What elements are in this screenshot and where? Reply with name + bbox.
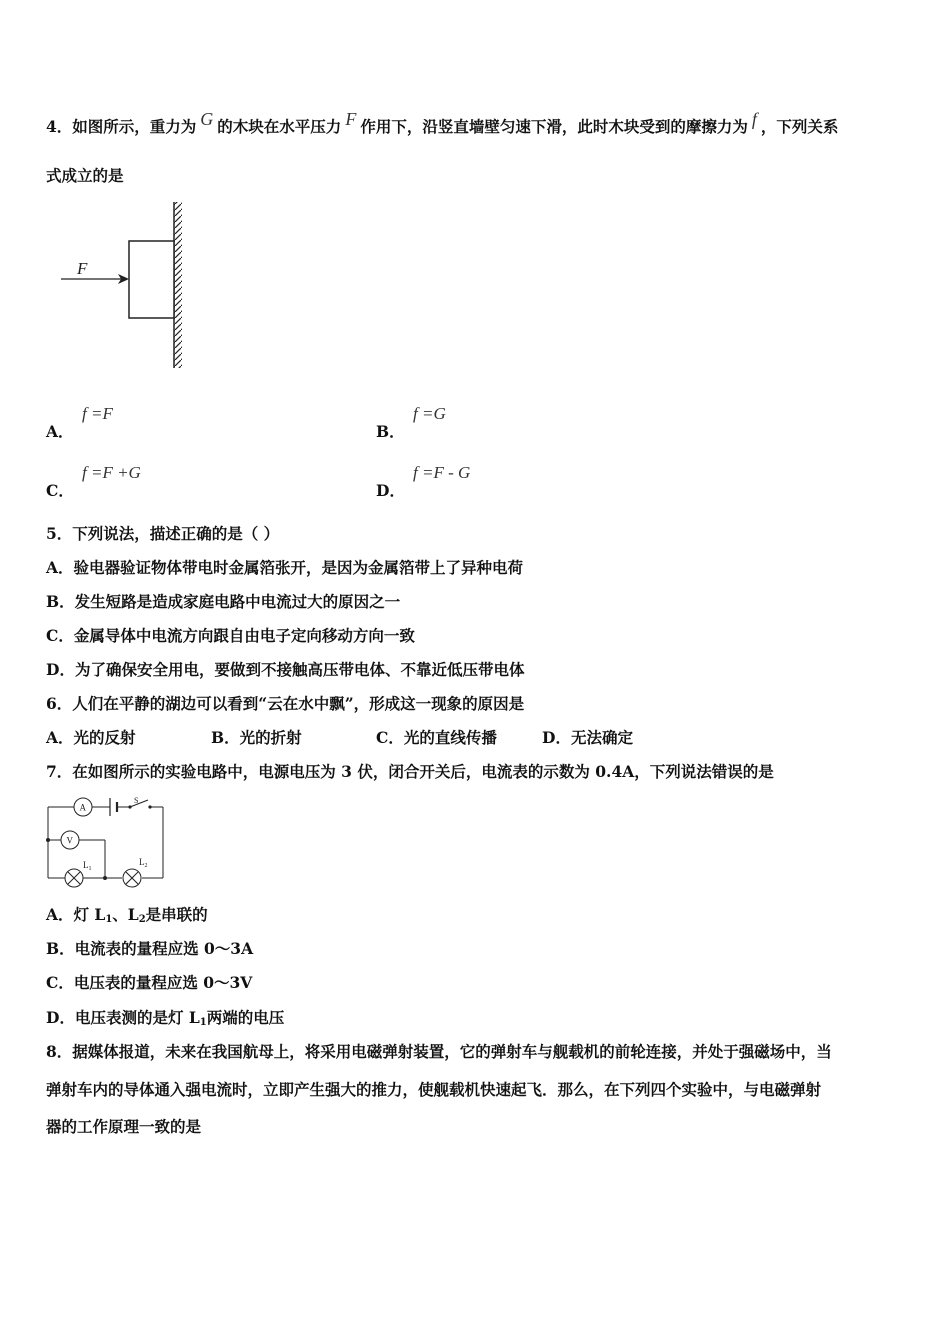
- q6-option-c: C．光的直线传播: [376, 728, 497, 747]
- q6-option-a: A．光的反射: [46, 728, 136, 747]
- q6-option-d: D．无法确定: [542, 728, 633, 747]
- var-f-force: F: [345, 109, 357, 129]
- var-g: G: [200, 109, 214, 129]
- q4-option-a-label: A．: [46, 422, 74, 441]
- q7-option-b: B．电流表的量程应选 0～3A: [46, 939, 254, 958]
- q4-option-c-label: C．: [46, 481, 74, 500]
- ammeter-label: A: [79, 802, 86, 813]
- q5-option-b: B．发生短路是造成家庭电路中电流过大的原因之一: [46, 592, 401, 611]
- q5-option-a: A．验电器验证物体带电时金属箔张开，是因为金属箔带上了异种电荷: [46, 558, 524, 577]
- switch-icon: [128, 805, 131, 808]
- q4-option-a-formula: f =F: [82, 404, 113, 423]
- wood-block: [129, 241, 174, 318]
- q4-stem-cont: 式成立的是: [46, 166, 124, 185]
- voltmeter-label: V: [66, 835, 73, 846]
- q4-option-b-formula: f =G: [413, 404, 446, 423]
- lamp-l2-label: $L_2$: [139, 857, 148, 869]
- q7-stem: 7．在如图所示的实验电路中，电源电压为 3 伏，闭合开关后，电流表的示数为 0.4A，下列说法错误的是: [46, 762, 774, 781]
- q5-option-d: D．为了确保安全用电，要做到不接触高压带电体、不靠近低压带电体: [46, 660, 525, 679]
- q7-option-a: A．灯 $L_1$、$L_2$是串联的: [46, 905, 208, 925]
- q4-option-d-formula: f =F - G: [413, 463, 471, 482]
- q6-option-b: B．光的折射: [211, 728, 302, 747]
- q6-stem: 6．人们在平静的湖边可以看到“云在水中飘”，形成这一现象的原因是: [46, 694, 525, 713]
- var-f-friction: f: [751, 109, 757, 129]
- q4-option-b-label: B．: [376, 422, 405, 441]
- q8-line-1: 8．据媒体报道，未来在我国航母上，将采用电磁弹射装置，它的弹射车与舰载机的前轮连接，并处于强磁场中，当: [46, 1042, 832, 1061]
- q7-option-d: D．电压表测的是灯 $L_1$两端的电压: [46, 1008, 285, 1028]
- wall-hatching: [174, 202, 182, 368]
- q4-option-d-label: D．: [376, 481, 405, 500]
- lamp-l1-icon: [65, 869, 83, 887]
- q4-option-c-formula: f =F +G: [82, 463, 141, 482]
- circuit-diagram: [44, 794, 168, 890]
- block-wall-figure: [55, 198, 195, 373]
- q4-stem: 4．如图所示，重力为 G 的木块在水平压力 F 作用下，沿竖直墙壁匀速下滑，此时木块受到的摩擦力为 f ，下列关系: [46, 109, 839, 136]
- q8-line-3: 器的工作原理一致的是: [46, 1117, 202, 1136]
- q5-option-c: C．金属导体中电流方向跟自由电子定向移动方向一致: [46, 626, 415, 645]
- q7-option-c: C．电压表的量程应选 0～3V: [46, 973, 253, 992]
- q8-line-2: 弹射车内的导体通入强电流时，立即产生强大的推力，使舰载机快速起飞．那么，在下列四个实验中，与电磁弹射: [46, 1080, 822, 1099]
- q5-stem: 5．下列说法，描述正确的是（ ）: [46, 524, 280, 543]
- switch-label: S: [134, 796, 139, 805]
- lamp-l1-label: $L_1$: [83, 860, 92, 872]
- force-label: F: [77, 259, 88, 278]
- lamp-l2-icon: [123, 869, 141, 887]
